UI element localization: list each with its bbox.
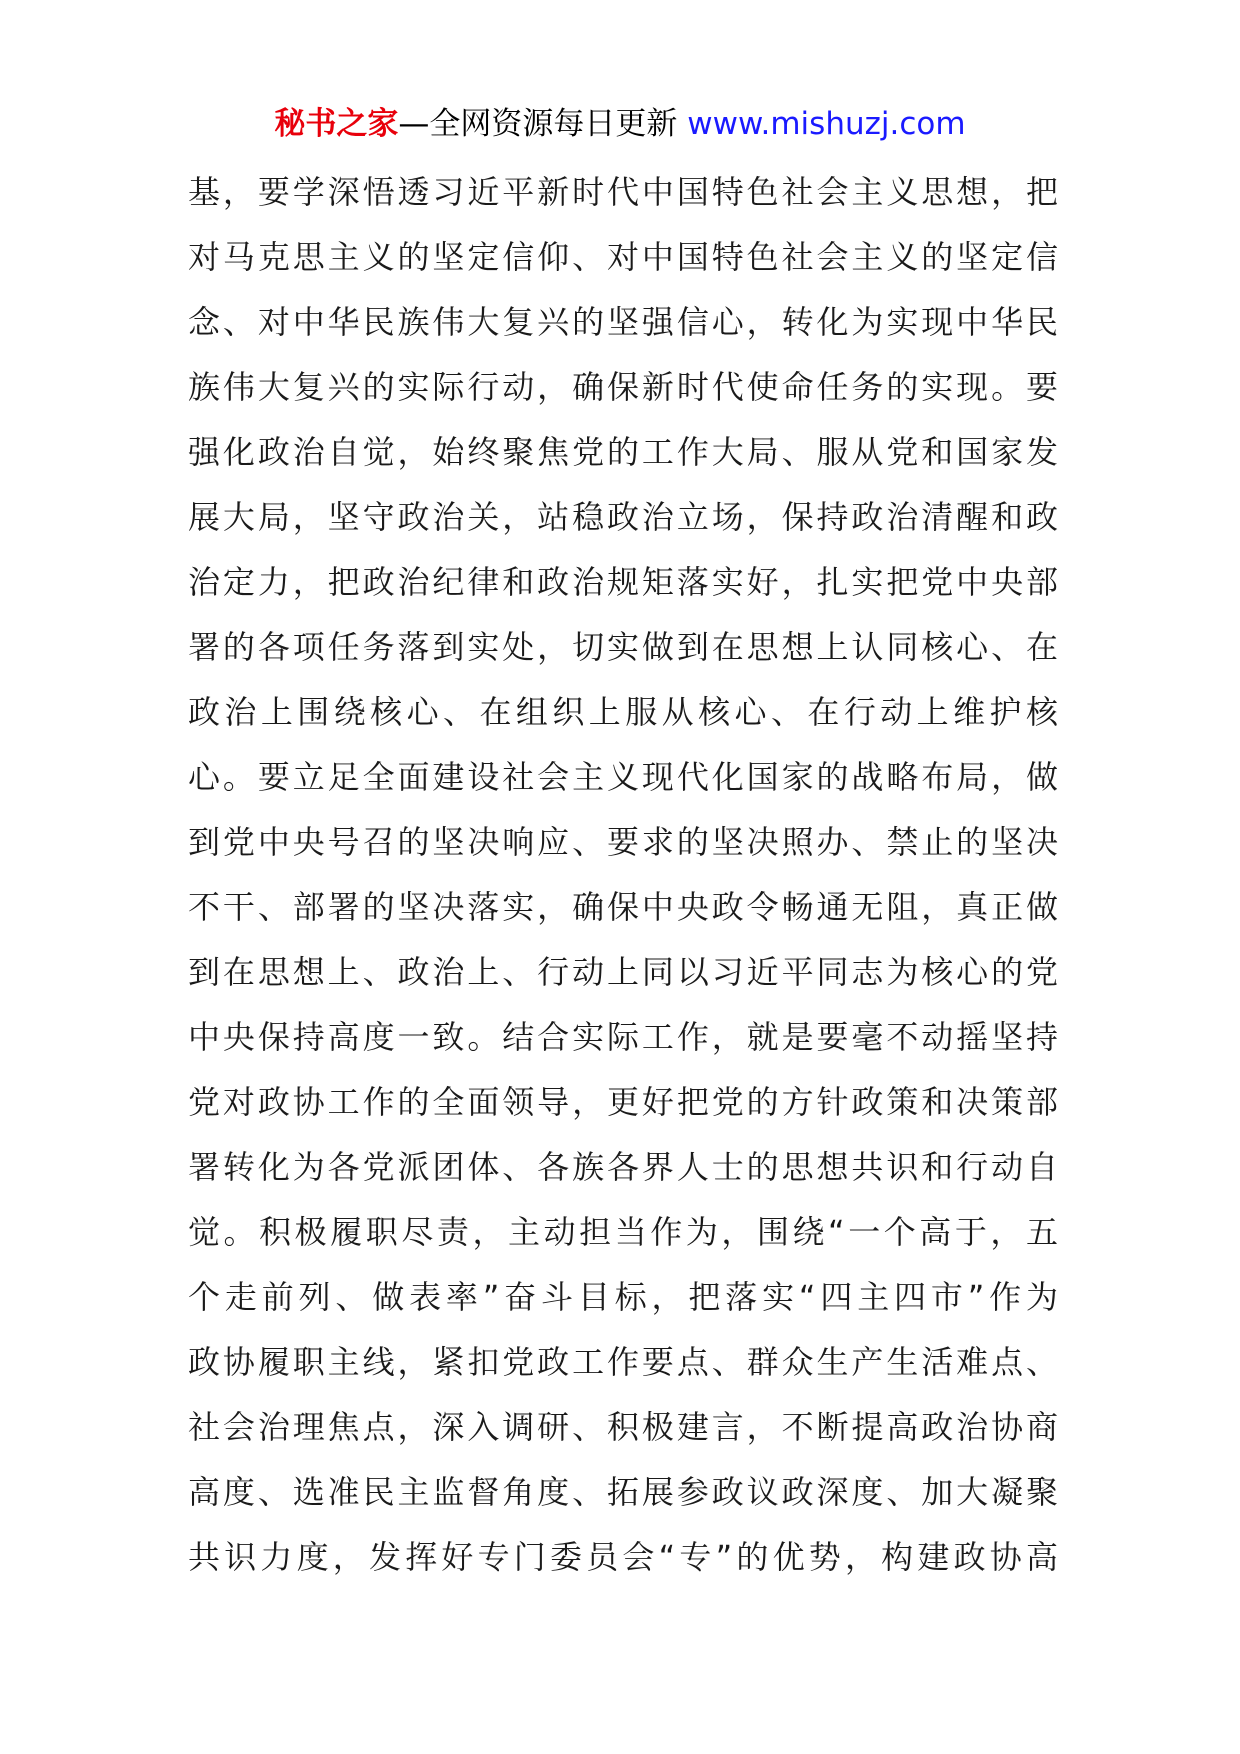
document-body (188, 160, 1058, 1590)
site-brand: 秘书之家 (274, 106, 399, 142)
text-line: 展大局，坚守政治关，站稳政治立场，保持政治清醒和政 (188, 498, 1058, 536)
text-line: 念、对中华民族伟大复兴的坚强信心，转化为实现中华民 (188, 303, 1058, 341)
text-line: 个走前列、做表率”奋斗目标，把落实“四主四市”作为 (188, 1278, 1058, 1316)
text-line: 共识力度，发挥好专门委员会“专”的优势，构建政协高 (188, 1538, 1058, 1576)
text-line: 社会治理焦点，深入调研、积极建言，不断提高政治协商 (188, 1408, 1058, 1446)
text-line: 心。要立足全面建设社会主义现代化国家的战略布局，做 (188, 758, 1058, 796)
text-line: 治定力，把政治纪律和政治规矩落实好，扎实把党中央部 (188, 563, 1058, 601)
text-line: 署的各项任务落到实处，切实做到在思想上认同核心、在 (188, 628, 1058, 666)
text-line: 族伟大复兴的实际行动，确保新时代使命任务的实现。要 (188, 368, 1058, 406)
text-line: 政治上围绕核心、在组织上服从核心、在行动上维护核 (188, 693, 1058, 731)
text-line: 对马克思主义的坚定信仰、对中国特色社会主义的坚定信 (188, 238, 1058, 276)
site-slogan: —全网资源每日更新 (398, 106, 688, 142)
text-line: 不干、部署的坚决落实，确保中央政令畅通无阻，真正做 (188, 888, 1058, 926)
text-line: 基，要学深悟透习近平新时代中国特色社会主义思想，把 (188, 173, 1058, 211)
text-line: 到在思想上、政治上、行动上同以习近平同志为核心的党 (188, 953, 1058, 991)
text-line: 党对政协工作的全面领导，更好把党的方针政策和决策部 (188, 1083, 1058, 1121)
text-line: 政协履职主线，紧扣党政工作要点、群众生产生活难点、 (188, 1343, 1058, 1381)
site-header (0, 100, 1240, 148)
text-line: 到党中央号召的坚决响应、要求的坚决照办、禁止的坚决 (188, 823, 1058, 861)
text-line: 觉。积极履职尽责，主动担当作为，围绕“一个高于，五 (188, 1213, 1058, 1251)
site-url-link[interactable]: www.mishuzj.com (687, 106, 966, 142)
text-line: 署转化为各党派团体、各族各界人士的思想共识和行动自 (188, 1148, 1058, 1186)
text-line: 中央保持高度一致。结合实际工作，就是要毫不动摇坚持 (188, 1018, 1058, 1056)
text-line: 强化政治自觉，始终聚焦党的工作大局、服从党和国家发 (188, 433, 1058, 471)
text-line: 高度、选准民主监督角度、拓展参政议政深度、加大凝聚 (188, 1473, 1058, 1511)
